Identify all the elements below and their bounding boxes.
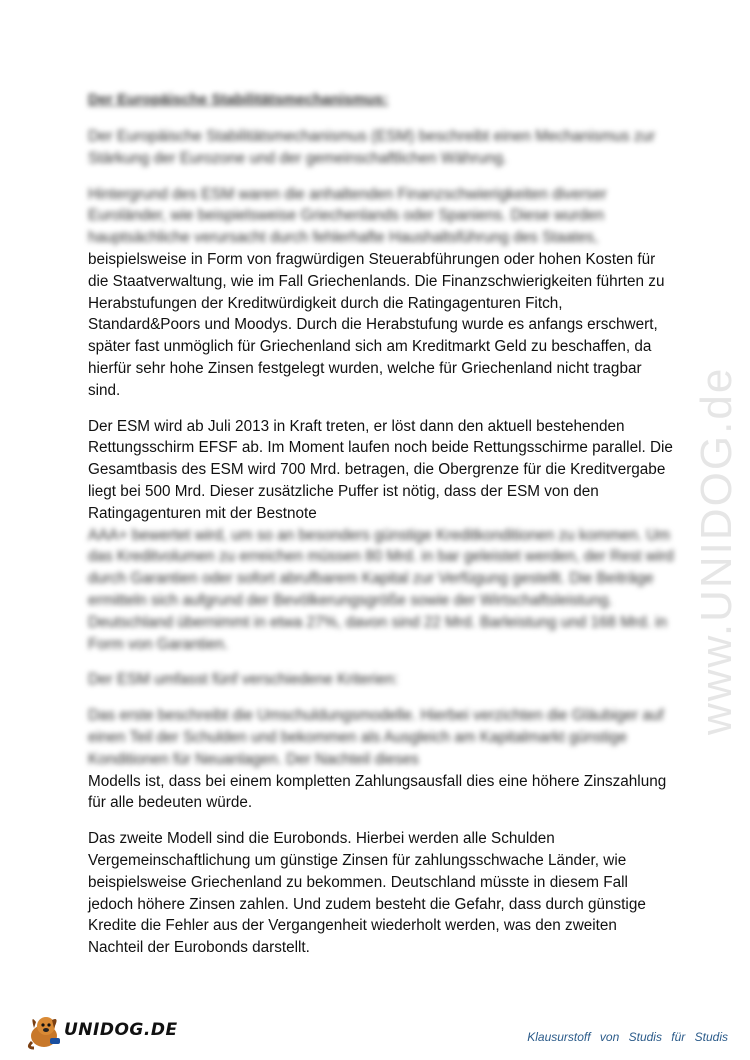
- paragraph-background-blurred: Hintergrund des ESM waren die anhaltenden Finanzschwierigkeiten diverser Euroländer, wie beispielsweise Griechenlands oder Spaniens. Diese wurden hauptsächliche verursacht durch fehlerhafte Haushaltsführung des Staates,: [88, 185, 607, 247]
- document-body: [88, 90, 676, 973]
- paragraph-model-one: [88, 705, 676, 814]
- paragraph-background-visible: beispielsweise in Form von fragwürdigen Steuerabführungen oder hohen Kosten für die Staatverwaltung, wie im Fall Griechenlands. Die Finanzschwierigkeiten führten zu Herabstufungen der Kreditwürdigkeit durch die Ratingagenturen Fitch, Standard&Poors und Moodys. Durch die Herabstufung wurde es anfangs erschwert, später fast unmöglich für Griechenland sich am Kreditmarkt Geld zu beschaffen, da hierfür sehr hohe Zinsen festgelegt wurden, welche für Griechenland nicht tragbar sind.: [88, 250, 665, 399]
- logo-text: UNIDOG.DE: [64, 1020, 178, 1040]
- paragraph-eurobonds: Das zweite Modell sind die Eurobonds. Hierbei werden alle Schulden Vergemeinschaftlichung um günstige Zinsen für zahlungsschwache Länder, wie beispielsweise Griechenland zu bekommen. Deutschland müsste in diesem Fall jedoch höhere Zinsen zahlen. Und zudem besteht die Gefahr, dass durch günstige Kredite die Fehler aus der Vergangenheit wiederholt werden, was den zweiten Nachteil der Eurobonds darstellt.: [88, 830, 646, 957]
- paragraph-esm-visible: Der ESM wird ab Juli 2013 in Kraft treten, er löst dann den aktuell bestehenden Rettungsschirm EFSF ab. Im Moment laufen noch beide Rettungsschirme parallel. Die Gesamtbasis des ESM wird 700 Mrd. betragen, die Obergrenze für die Kreditvergabe liegt bei 500 Mrd. Dieser zusätzliche Puffer ist nötig, dass der ESM von den Ratingagenturen mit der Bestnote: [88, 417, 673, 522]
- paragraph-model-one-blurred: Das erste beschreibt die Umschuldungsmodelle. Hierbei verzichten die Gläubiger auf einen Teil der Schulden und bekommen als Ausgleich am Kapitalmarkt günstige Konditionen für Neuanlagen. Der Nachteil dieses: [88, 707, 664, 768]
- paragraph-esm-start: [88, 416, 676, 656]
- watermark-text: www.UNIDOG.de: [692, 366, 741, 735]
- paragraph-background: [88, 184, 676, 402]
- document-title: Der Europäische Stabilitätsmechanismus:: [88, 91, 389, 108]
- paragraph-intro: Der Europäische Stabilitätsmechanismus (ESM) beschreibt einen Mechanismus zur Stärkung der Eurozone und der gemeinschaftlichen Währung.: [88, 128, 656, 167]
- footer-tagline: Klausurstoff von Studis für Studis: [527, 1030, 728, 1044]
- paragraph-criteria-heading: Der ESM umfasst fünf verschiedene Kriterien:: [88, 671, 399, 689]
- paragraph-model-one-visible: Modells ist, dass bei einem kompletten Zahlungsausfall dies eine höhere Zinszahlung für alle bedeuten würde.: [88, 772, 667, 812]
- watermark: [682, 280, 742, 740]
- paragraph-esm-blurred: AAA+ bewertet wird, um so an besonders günstige Kreditkonditionen zu kommen. Um das Kreditvolumen zu erreichen müssen 80 Mrd. in bar geleistet werden, der Rest wird durch Garantien oder sofort abrufbarem Kapital zur Verfügung gestellt. Die Beiträge ermitteln sich aufgrund der Bevölkerungsgröße sowie der Wirtschaftsleistung. Deutschland übernimmt in etwa 27%, davon sind 22 Mrd. Barleistung und 168 Mrd. in Form von Garantien.: [88, 526, 674, 653]
